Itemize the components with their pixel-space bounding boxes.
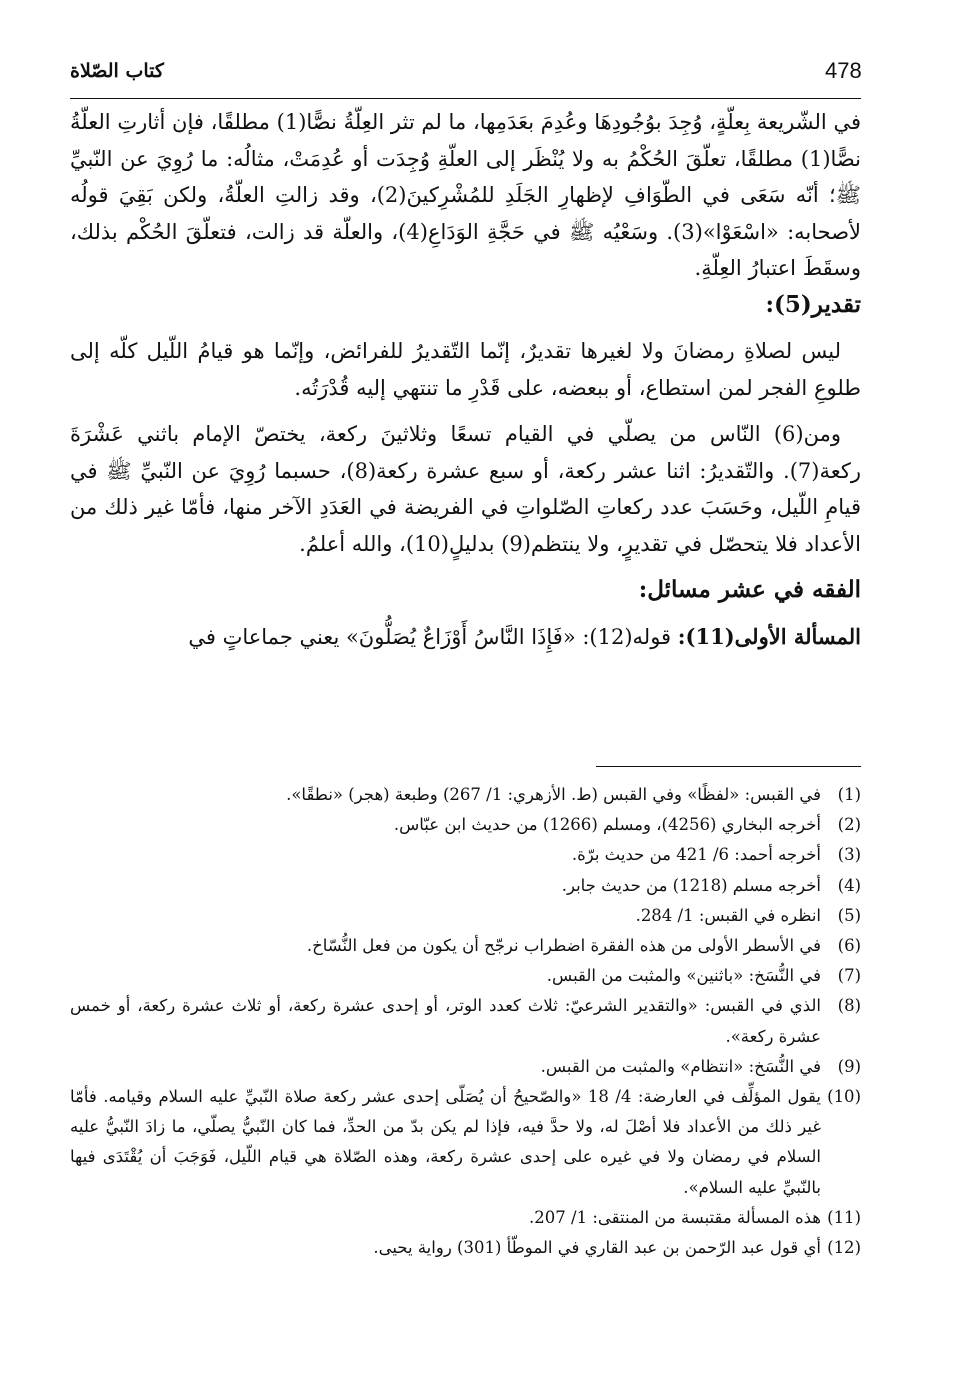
footnote-number: (1) [837,785,861,804]
footnote-text: أخرجه البخاري (4256)، ومسلم (1266) من حديث ابن عبّاس. [393,815,821,835]
heading-taqdir: تقدير(5): [765,290,861,318]
footnote-item [70,1082,861,1203]
footnote-item [70,840,861,870]
footnote-item [70,871,861,901]
paragraph-rakaat: ومن(6) النّاس من يصلّي في القيام تسعًا وثلاثينَ ركعة، يختصّ الإمام باثني عَشْرَةَ ركعة(7). والتّقديرُ: اثنا عشر ركعة، أو سبع عشرة ركعة(8)، حسبما رُوِيَ عن النّبيِّ ﷺ في قيامِ اللّيل، وحَسَبَ عدد ركعاتِ الصّلواتِ في الفريضة في العَدَدِ الآخر منها، فأمّا غير ذلك من الأعداد فلا يتحصّل في تقديرٍ، ولا ينتظم(9) بدليلٍ(10)، والله أعلمُ. [70,422,861,556]
spacer [70,323,861,333]
footnote-text: في الأسطر الأولى من هذه الفقرة اضطراب نرجّح أن يكون من فعل النُّسّاخ. [306,936,821,956]
footnote-text: في القبس: «لفظًا» وفي القبس (ط. الأزهري: 1/ 267) وطبعة (هجر) «نطقًا». [286,785,821,804]
footnote-item [70,1052,861,1082]
footnote-item [70,901,861,931]
footnote-number: (4) [837,875,861,895]
footnote-number: (6) [837,936,861,956]
first-issue-label: المسألة الأولى(11): [677,623,861,649]
footnote-number: (5) [837,905,861,925]
footnote-text: في النُّسَخ: «انتظام» والمثبت من القبس. [540,1056,821,1076]
footnote-number: (10) [827,1087,861,1107]
header-divider [70,98,861,99]
footnote-text: هذه المسألة مقتبسة من المنتقى: 1/ 207. [529,1207,821,1227]
spacer [70,609,861,619]
page-header [70,58,861,90]
footnote-text: يقول المؤلِّف في العارضة: 4/ 18 «والصّحيحُ أن يُصَلّى إحدى عشر ركعة صلاة النّبيِّ عليه السلام وقيامه. فأمّا غير ذلك من الأعداد فلا أصْلَ له، ولا حدَّ فيه، فإذا لم يكن بدّ من الحدِّ، فما كان النّبيُّ يصلّي، ما زادَ النّبيُّ عليه السلام في رمضان ولا في غيره على إحدى عشرة ركعة، وهذه الصّلاة هي قيام اللّيل، فَوَجَبَ أن يُقْتَدَى فيها بالنّبيِّ عليه السلام». [70,1087,821,1197]
footnote-number: (2) [837,815,861,835]
footnote-text: أخرجه أحمد: 6/ 421 من حديث برّة. [571,845,821,865]
paragraph-illah: في الشّريعة بِعلّةٍ، وُجِدَ بوُجُودِهَا وعُدِمَ بعَدَمِها، ما لم تثر العِلّةُ نصًّا(1) مطلقًا، فإن أثارتِ العلّةُ نصًّا(1) مطلقًا، تعلّقَ الحُكْمُ به ولا يُنْظَر إلى العلّةِ وُجِدَت أو عُدِمَتْ، مثالُه: ما رُوِيَ عن النّبيِّ ﷺ؛ أنّه سَعَى في الطّوَافِ لإظهارِ الجَلَدِ للمُشْرِكينَ(2)، وقد زالتِ العلّةُ، ولكن بَقِيَ قولُه لأصحابه: «اسْعَوْا»(3). وسَعْيُه ﷺ في حَجَّةِ الوَدَاعِ(4)، والعلّة قد زالت، فتعلّقَ الحُكْم بذلك، وسقَطَ اعتبارُ العِلّةِ. [70,110,862,280]
first-issue-text: قوله(12): «فَإِذَا النَّاسُ أَوْزَاعٌ يُصَلُّونَ» يعني جماعاتٍ في [188,624,672,649]
footnote-item [70,991,861,1051]
page-number: 478 [825,58,862,83]
footnote-text: أخرجه مسلم (1218) من حديث جابر. [561,875,821,895]
footnote-number: (9) [837,1056,861,1076]
footnote-item [70,931,861,961]
footnote-item [70,1233,861,1263]
footnote-item [70,1203,861,1233]
footnote-text: انظره في القبس: 1/ 284. [635,905,821,925]
footnote-item [70,961,861,991]
footnote-number: (8) [837,996,861,1016]
footnote-number: (12) [827,1238,861,1258]
footnote-number: (7) [837,966,861,986]
spacer [70,406,861,416]
footnote-text: أي قول عبد الرّحمن بن عبد القاري في الموطّأ (301) رواية يحيى. [373,1238,821,1258]
footnote-text: الذي في القبس: «والتقدير الشرعيّ: ثلاث كعدد الوتر، أو إحدى عشرة ركعة، أو ثلاث عشرة ركعة، أو خمس عشرة ركعة». [70,996,821,1046]
footnotes-list [70,780,861,1263]
paragraph-taqdir: ليس لصلاةِ رمضانَ ولا لغيرها تقديرٌ، إنّما التّقديرُ للفرائض، وإنّما هو قيامُ اللّيل كلّه إلى طلوعِ الفجر لمن استطاع، أو ببعضه، على قَدْرِ ما تنتهي إليه قُدْرَتُه. [70,339,861,400]
spacer [70,562,861,572]
first-issue-line [70,619,861,656]
main-text [70,104,861,655]
footnote-text: في النُّسَخ: «باثنين» والمثبت من القبس. [546,966,821,986]
footnote-number: (3) [837,845,861,865]
running-title: كتاب الصّلاة [70,60,164,82]
footnote-item [70,810,861,840]
footnote-item [70,780,861,810]
footnote-divider [596,766,861,767]
heading-fiqh: الفقه في عشر مسائل: [638,576,861,603]
footnote-number: (11) [827,1207,861,1227]
